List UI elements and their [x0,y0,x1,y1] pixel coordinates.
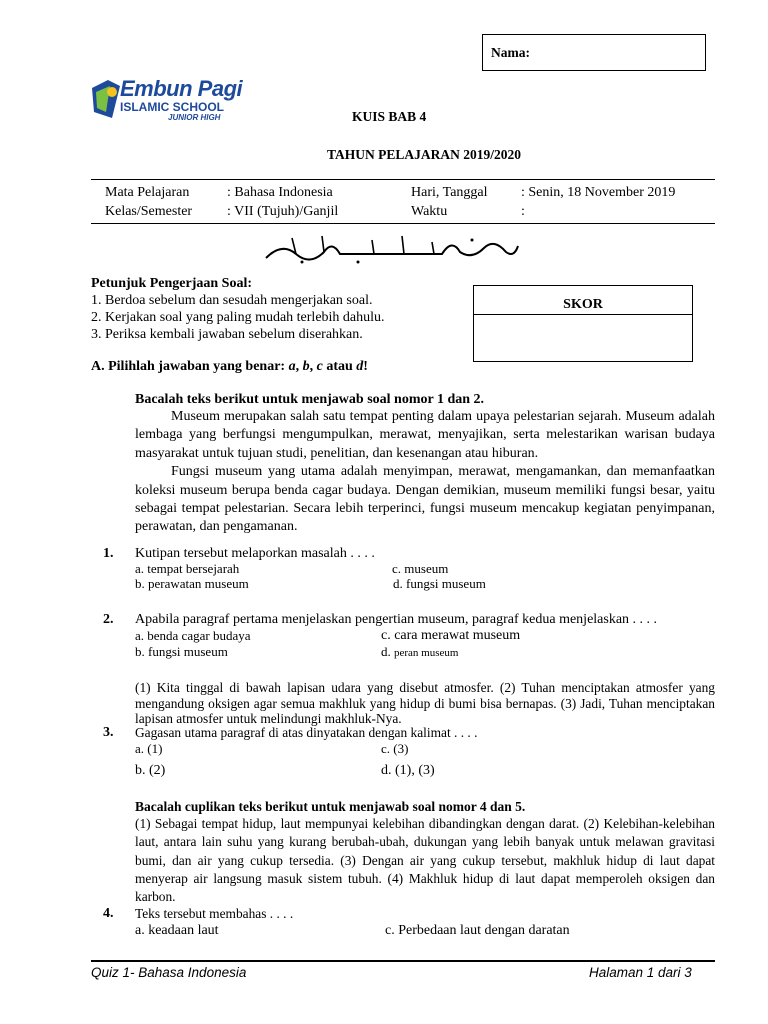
section-a-conjunction: atau [322,359,357,374]
passage1-paragraph2: Fungsi museum yang utama adalah menyimpan, merawat, mengamankan, dan memanfaatkan koleksi museum berupa benda cagar budaya. Dengan demikian, museum memiliki fungsi besar, yaitu sebagai tempat pelestarian. Secara lebih terperinci, fungsi museum mencakup kegiatan penyimpanan, perawatan, dan pengamanan. [135,464,715,535]
day-label: Hari, Tanggal [411,185,488,200]
logo-level: JUNIOR HIGH [168,113,221,122]
question-text: Teks tersebut membahas . . . . [135,906,294,921]
subject-label: Mata Pelajaran [105,185,190,200]
subject-value: : Bahasa Indonesia [227,185,333,200]
choice-a-letter: a [288,359,296,374]
option-a[interactable]: a. (1) [135,741,163,756]
footer-rule [91,960,715,962]
option-d[interactable]: d. (1), (3) [381,763,435,778]
day-value: : Senin, 18 November 2019 [521,185,676,200]
section-a-prefix: A. Pilihlah jawaban yang benar: [91,359,289,374]
option-c[interactable]: c. cara merawat museum [381,628,521,643]
choice-b-letter: b [302,359,310,374]
option-c[interactable]: c. Perbedaan laut dengan daratan [385,923,570,938]
question-number: 3. [103,725,114,740]
footer-page-number: Halaman 1 dari 3 [589,965,692,980]
choice-c-letter: c [316,359,323,374]
passage1-heading: Bacalah teks berikut untuk menjawab soal nomor 1 dan 2. [135,392,485,407]
option-c[interactable]: c. (3) [381,741,409,756]
option-d-text: peran museum [394,647,459,659]
section-a-end: ! [363,359,368,374]
instruction-item: 3. Periksa kembali jawaban sebelum diserahkan. [91,327,363,342]
bismillah-calligraphy-icon [262,232,522,266]
question-number: 2. [103,612,114,627]
score-box[interactable] [473,285,693,362]
info-bottom-rule [91,223,715,224]
option-a[interactable]: a. tempat bersejarah [135,561,240,576]
question3-quote: (1) Kita tinggal di bawah lapisan udara yang disebut atmosfer. (2) Tuhan menciptakan atmosfer yang mengandung oksigen agar semua makhluk yang hidup di bumi bisa bernapas. (3) Jadi, Tuhan menciptakan lapisan atmosfer untuk melindungi makhluk-Nya. [135,680,715,727]
class-value: : VII (Tujuh)/Ganjil [227,204,339,219]
page-title: KUIS BAB 4 [352,109,427,124]
name-label: Nama: [491,45,530,60]
name-field-box[interactable] [482,34,706,71]
instructions-heading: Petunjuk Pengerjaan Soal: [91,276,252,291]
option-c[interactable]: c. museum [392,561,449,576]
footer-left: Quiz 1- Bahasa Indonesia [91,965,247,980]
question-number: 1. [103,546,114,561]
choice-d-letter: d [356,359,364,374]
academic-year: TAHUN PELAJARAN 2019/2020 [327,147,522,162]
section-a-separator: , [309,359,317,374]
option-d-prefix: d. [381,644,391,659]
option-b[interactable]: b. perawatan museum [135,576,249,591]
option-b[interactable]: b. (2) [135,763,166,778]
question-text: Apabila paragraf pertama menjelaskan pengertian museum, paragraf kedua menjelaskan . . . . [135,612,658,627]
option-a[interactable]: a. benda cagar budaya [135,628,251,643]
passage2-text: (1) Sebagai tempat hidup, laut mempunyai kelebihan dibandingkan dengan darat. (2) Kelebihan-kelebihan laut, antara lain suhu yang kurang berubah-ubah, dukungan yang lebih banyak untuk melawan gravitasi bumi, dan air yang cukup tersedia. (3) Dengan air yang cukup tersebut, makhluk hidup di laut dapat menyerap air langsung masuk sistem tubuh. (4) Makhluk hidup di laut dapat memperoleh oksigen dan karbon. [135,816,715,905]
question-number: 4. [103,906,114,921]
option-d[interactable] [381,644,458,660]
passage1 [135,408,715,537]
instruction-item: 2. Kerjakan soal yang paling mudah terlebih dahulu. [91,310,385,325]
logo-subtitle: ISLAMIC SCHOOL [120,100,224,114]
option-d[interactable]: d. fungsi museum [393,576,486,591]
question-text: Gagasan utama paragraf di atas dinyatakan dengan kalimat . . . . [135,725,478,740]
option-a[interactable]: a. keadaan laut [135,923,219,938]
option-b[interactable]: b. fungsi museum [135,644,228,659]
section-a-heading [91,359,368,375]
section-a-separator: , [295,359,303,374]
class-label: Kelas/Semester [105,204,193,219]
instruction-item: 1. Berdoa sebelum dan sesudah mengerjakan soal. [91,293,373,308]
score-label: SKOR [474,286,692,315]
question-text: Kutipan tersebut melaporkan masalah . . . . [135,546,375,561]
info-top-rule [91,179,715,180]
logo-title: Embun Pagi [120,76,243,101]
time-label: Waktu [411,204,448,219]
time-value: : [521,204,525,219]
passage2-heading: Bacalah cuplikan teks berikut untuk menjawab soal nomor 4 dan 5. [135,799,526,814]
passage1-paragraph1: Museum merupakan salah satu tempat penting dalam upaya pelestarian sejarah. Museum adalah lembaga yang berfungsi mengumpulkan, merawat, menyajikan, serta melestarikan warisan budaya masyarakat untuk tujuan studi, penelitian, dan kesenangan atau hiburan. [135,409,715,461]
